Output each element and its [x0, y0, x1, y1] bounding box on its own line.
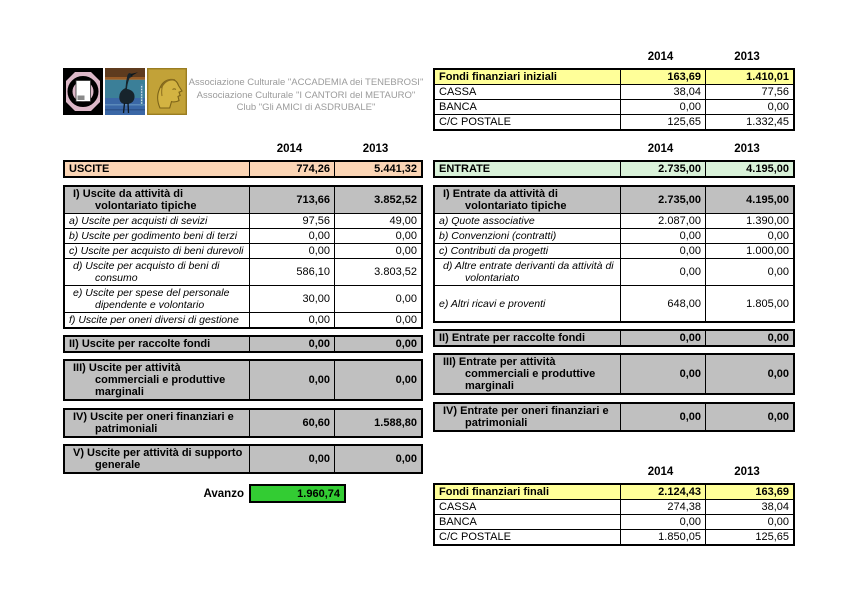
value-2014: 38,04 — [620, 85, 705, 99]
value-2014: 1.850,05 — [620, 530, 705, 544]
entrate-section4-table — [433, 402, 795, 432]
value-2013: 0,00 — [334, 337, 421, 351]
entrate-total-row — [435, 162, 793, 176]
value-2014: 0,00 — [620, 331, 705, 345]
association-line-3: Club "Gli AMICI di ASDRUBALE" — [236, 102, 376, 113]
row-label: e) Uscite per spese del personale dipendente e volontario — [73, 287, 230, 311]
value-2014: 2.087,00 — [620, 214, 705, 228]
value-2013: 0,00 — [705, 515, 793, 529]
table-row — [435, 70, 793, 85]
table-row — [435, 500, 793, 515]
value-2013: 1.588,80 — [334, 410, 421, 436]
row-label: b) Convenzioni (contratti) — [439, 230, 557, 242]
final-funds-year-header — [433, 466, 795, 480]
entrate-total-table — [433, 160, 795, 178]
value-2014: 0,00 — [249, 337, 334, 351]
asdrubale-coin-logo-icon — [147, 68, 187, 115]
uscite-year-header — [63, 143, 423, 157]
section-header-row — [435, 331, 793, 345]
row-label: a) Uscite per acquisti di sevizi — [69, 215, 208, 227]
table-row — [435, 530, 793, 544]
value-2014: 60,60 — [249, 410, 334, 436]
table-row — [65, 214, 421, 229]
value-2013: 3.852,52 — [334, 187, 421, 213]
value-2014: 0,00 — [620, 100, 705, 114]
initial-funds-table — [433, 51, 795, 131]
avanzo-row — [63, 484, 346, 503]
section-header-row — [65, 187, 421, 214]
year-2013-label: 2013 — [734, 466, 760, 478]
row-label: b) Uscite per godimento beni di terzi — [69, 230, 238, 242]
table-row — [65, 286, 421, 313]
value-2014: 0,00 — [620, 404, 705, 430]
value-2013: 0,00 — [705, 404, 793, 430]
value-2014: 586,10 — [249, 259, 334, 285]
accademia-tenebrosi-logo-icon — [63, 68, 103, 115]
section-header-row — [65, 361, 421, 399]
row-label: USCITE — [65, 162, 249, 176]
row-label: Fondi finanziari finali — [435, 485, 620, 499]
entrate-section1-table — [433, 185, 795, 323]
entrate-section2-table — [433, 329, 795, 347]
uscite-section2-table — [63, 335, 423, 353]
value-2013: 38,04 — [705, 500, 793, 514]
section-header-row — [65, 410, 421, 436]
value-2013: 0,00 — [705, 331, 793, 345]
table-row — [65, 259, 421, 286]
value-2013: 4.195,00 — [705, 187, 793, 213]
year-2014-label: 2014 — [647, 466, 674, 478]
table-row — [435, 229, 793, 244]
value-2014: 0,00 — [249, 229, 334, 243]
value-2013: 1.805,00 — [705, 286, 793, 321]
value-2014: 648,00 — [620, 286, 705, 321]
uscite-total-table — [63, 160, 423, 178]
final-funds-grid — [433, 483, 795, 546]
value-2014: 274,38 — [620, 500, 705, 514]
row-label: C/C POSTALE — [439, 531, 511, 543]
value-2014: 125,65 — [620, 115, 705, 129]
value-2013: 0,00 — [705, 355, 793, 393]
value-2014: 0,00 — [620, 244, 705, 258]
initial-funds-grid — [433, 68, 795, 131]
row-label: I) Entrate da attività di volontariato tipiche — [435, 187, 620, 213]
uscite-section4-table — [63, 408, 423, 438]
value-2014: 2.124,43 — [620, 485, 705, 499]
table-row — [435, 244, 793, 259]
year-2013-label: 2013 — [734, 51, 760, 63]
year-2013-label: 2013 — [362, 143, 389, 155]
row-label: Fondi finanziari iniziali — [435, 70, 620, 84]
row-label: I) Uscite da attività di volontariato tipiche — [65, 187, 249, 213]
initial-funds-year-header — [433, 51, 795, 65]
value-2013: 0,00 — [705, 259, 793, 285]
value-2013: 163,69 — [705, 485, 793, 499]
value-2013: 0,00 — [334, 286, 421, 312]
table-row — [65, 229, 421, 244]
value-2014: 2.735,00 — [620, 187, 705, 213]
value-2013: 49,00 — [334, 214, 421, 228]
value-2014: 0,00 — [620, 229, 705, 243]
value-2014: 0,00 — [249, 313, 334, 327]
row-label: BANCA — [439, 516, 477, 528]
value-2013: 4.195,00 — [705, 162, 793, 176]
year-2014-label: 2014 — [647, 51, 674, 63]
row-label: BANCA — [439, 101, 477, 113]
year-2014-label: 2014 — [647, 143, 674, 155]
logo-strip — [63, 68, 187, 115]
section-header-row — [435, 187, 793, 214]
value-2013: 1.410,01 — [705, 70, 793, 84]
row-label: II) Entrate per raccolte fondi — [435, 331, 620, 345]
value-2013: 0,00 — [334, 229, 421, 243]
value-2014: 713,66 — [249, 187, 334, 213]
row-label: ENTRATE — [435, 162, 620, 176]
row-label: c) Contributi da progetti — [439, 245, 549, 257]
value-2013: 1.390,00 — [705, 214, 793, 228]
table-row — [435, 515, 793, 530]
value-2014: 0,00 — [249, 361, 334, 399]
table-row — [65, 313, 421, 327]
value-2013: 0,00 — [334, 446, 421, 472]
section-header-row — [65, 337, 421, 351]
row-label: CASSA — [439, 501, 477, 513]
value-2013: 0,00 — [334, 313, 421, 327]
association-line-2: Associazione Culturale "I CANTORI del METAURO" — [196, 89, 416, 101]
row-label: V) Uscite per attività di supporto generale — [65, 446, 249, 472]
avanzo-value-box: 1.960,74 — [249, 484, 346, 503]
table-row — [65, 244, 421, 259]
value-2013: 5.441,32 — [334, 162, 421, 176]
value-2013: 1.000,00 — [705, 244, 793, 258]
section-header-row — [65, 446, 421, 472]
value-2013: 77,56 — [705, 85, 793, 99]
year-2014-label: 2014 — [276, 143, 303, 155]
value-2014: 30,00 — [249, 286, 334, 312]
value-2014: 0,00 — [249, 446, 334, 472]
value-2014: 0,00 — [249, 244, 334, 258]
association-line-1: Associazione Culturale "ACCADEMIA dei TENEBROSI" — [188, 77, 424, 88]
value-2013: 0,00 — [705, 100, 793, 114]
section-header-row — [435, 355, 793, 393]
row-label: e) Altri ricavi e proventi — [439, 297, 546, 310]
uscite-total-row — [65, 162, 421, 176]
value-2014: 0,00 — [620, 355, 705, 393]
section-header-row — [435, 404, 793, 430]
row-label: f) Uscite per oneri diversi di gestione — [69, 314, 239, 326]
entrate-column — [433, 143, 795, 432]
value-2014: 0,00 — [620, 259, 705, 285]
row-label: IV) Entrate per oneri finanziari e patrimoniali — [435, 404, 620, 430]
association-names — [186, 77, 426, 115]
uscite-section3-table — [63, 359, 423, 401]
table-row — [435, 100, 793, 115]
table-row — [435, 286, 793, 321]
row-label: II) Uscite per raccolte fondi — [65, 337, 249, 351]
value-2013: 3.803,52 — [334, 259, 421, 285]
entrate-year-header — [433, 143, 795, 157]
value-2014: 774,26 — [249, 162, 334, 176]
row-label: d) Uscite per acquisto di beni di consumo — [73, 260, 220, 284]
year-2013-label: 2013 — [734, 143, 760, 155]
value-2014: 2.735,00 — [620, 162, 705, 176]
value-2014: 97,56 — [249, 214, 334, 228]
cantori-metauro-heron-logo-icon — [105, 68, 145, 115]
row-label: c) Uscite per acquisto di beni durevoli — [69, 245, 244, 257]
table-row — [435, 485, 793, 500]
row-label: CASSA — [439, 86, 477, 98]
row-label: a) Quote associative — [439, 215, 535, 227]
uscite-section5-table — [63, 444, 423, 474]
value-2013: 0,00 — [334, 361, 421, 399]
uscite-column — [63, 143, 423, 474]
uscite-section1-table — [63, 185, 423, 329]
avanzo-label: Avanzo — [203, 487, 244, 500]
value-2013: 1.332,45 — [705, 115, 793, 129]
value-2014: 0,00 — [620, 515, 705, 529]
row-label: IV) Uscite per oneri finanziari e patrimoniali — [65, 410, 249, 436]
row-label: III) Uscite per attività commerciali e produttive marginali — [65, 361, 249, 399]
entrate-section3-table — [433, 353, 795, 395]
table-row — [435, 115, 793, 129]
row-label: d) Altre entrate derivanti da attività di volontariato — [443, 260, 614, 284]
value-2013: 125,65 — [705, 530, 793, 544]
value-2013: 0,00 — [334, 244, 421, 258]
value-2013: 0,00 — [705, 229, 793, 243]
final-funds-table — [433, 466, 795, 546]
row-label: III) Entrate per attività commerciali e produttive marginali — [435, 355, 620, 393]
table-row — [435, 214, 793, 229]
table-row — [435, 85, 793, 100]
value-2014: 163,69 — [620, 70, 705, 84]
row-label: C/C POSTALE — [439, 116, 511, 128]
table-row — [435, 259, 793, 286]
